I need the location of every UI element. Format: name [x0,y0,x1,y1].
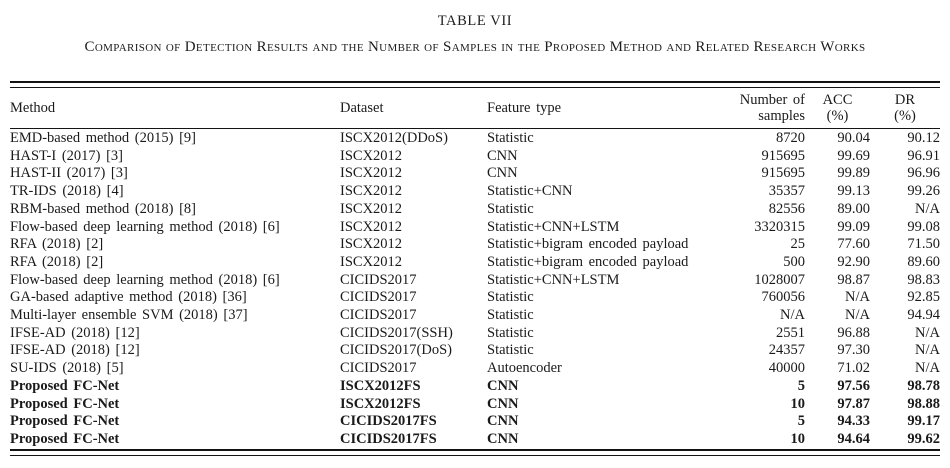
results-table [10,88,940,449]
col-header-acc [805,88,870,129]
table-cell: 25 [790,236,805,253]
table-cell: ISCX2012 [340,147,403,164]
table-cell: CICIDS2017 [340,360,417,377]
table-cell: 99.62 [907,430,940,447]
table-cell: ISCX2012 [340,165,403,182]
table-row [10,219,940,237]
table-cell: 98.83 [907,271,940,288]
table-cell: CICIDS2017FS [340,430,437,447]
table-cell: Autoencoder [487,360,562,377]
table-row [10,236,940,254]
table-row [10,272,940,290]
table-cell: SU-IDS (2018) [5] [10,360,124,377]
col-header-method [10,88,340,129]
table-cell: 82556 [768,200,805,217]
table-cell: EMD-based method (2015) [9] [10,130,196,146]
table-cell: HAST-I (2017) [3] [10,147,124,164]
table-cell: ISCX2012FS [340,395,421,412]
table-cell: Statistic [487,324,534,341]
table-row [10,165,940,183]
col-header-method-label: Method [10,99,56,116]
col-header-dataset [340,88,487,129]
table-cell: 5 [797,413,805,430]
table-cell: 89.60 [907,253,940,270]
table-cell: Statistic+bigram encoded payload [487,236,689,253]
table-row [10,307,940,325]
table-cell: 10 [790,395,805,412]
table-cell: Statistic [487,289,534,306]
table-cell: 89.00 [837,200,870,217]
table-cell: 90.12 [907,130,940,146]
table-cell: CICIDS2017 [340,271,417,288]
table-cell: 92.85 [907,289,940,306]
table-cell: Statistic+CNN+LSTM [487,271,620,288]
table-cell: RBM-based method (2018) [8] [10,200,197,217]
table-row [10,413,940,431]
table-cell: 10 [790,430,805,447]
table-cell: ISCX2012 [340,218,403,235]
table-cell: 96.88 [837,324,870,341]
table-cell: 71.50 [907,236,940,253]
col-header-number-of-samples [700,88,805,129]
table-cell: RFA (2018) [2] [10,236,104,253]
table-cell: 71.02 [837,360,870,377]
table-cell: 96.96 [907,165,940,182]
table-cell: 40000 [768,360,805,377]
table-cell: 97.56 [837,377,870,394]
table-cell: Statistic [487,342,534,359]
table-cell: Statistic+CNN [487,183,573,200]
table-cell: CICIDS2017FS [340,413,437,430]
table-cell: Proposed FC-Net [10,413,120,430]
table-cell: CICIDS2017 [340,289,417,306]
col-header-acc-line2: (%) [826,108,849,124]
table-cell: 94.94 [907,307,940,324]
table-cell: N/A [845,307,870,324]
table-cell: 77.60 [837,236,870,253]
table-cell: 500 [783,253,805,270]
col-header-dr [870,88,940,129]
table-cell: 2551 [776,324,805,341]
table-row [10,378,940,396]
col-header-feature-type [487,88,700,129]
table-cell: 99.09 [837,218,870,235]
table-cell: 99.89 [837,165,870,182]
table-row [10,342,940,360]
table-body [10,129,940,449]
table-cell: RFA (2018) [2] [10,253,104,270]
col-header-dr-line2: (%) [894,108,916,124]
table-cell: TR-IDS (2018) [4] [10,183,124,200]
table-cell: 99.17 [907,413,940,430]
table-row [10,396,940,414]
table-cell: CNN [487,413,519,430]
table-cell: 99.26 [907,183,940,200]
header-row [10,88,940,129]
table-cell: 99.13 [837,183,870,200]
table-cell: Statistic+bigram encoded payload [487,253,689,270]
table-cell: 760056 [761,289,805,306]
table-row [10,360,940,378]
col-header-samples-line1: Number of [739,91,805,108]
table-top-rule [10,81,940,88]
col-header-dataset-label: Dataset [340,99,384,116]
table-row [10,201,940,219]
table-cell: Statistic [487,200,534,217]
table-cell: HAST-II (2017) [3] [10,165,128,182]
table-caption: Comparison of Detection Results and the Number of Samples in the Proposed Method and Related Research Works [84,39,866,55]
table-cell: ISCX2012 [340,253,403,270]
table-cell: GA-based adaptive method (2018) [36] [10,289,247,306]
table-cell: 97.87 [837,395,870,412]
table-cell: Statistic [487,307,534,324]
table-cell: N/A [915,200,940,217]
table-cell: CICIDS2017(SSH) [340,324,453,341]
table-row [10,325,940,343]
table-cell: Flow-based deep learning method (2018) [6] [10,218,280,235]
table-cell: Proposed FC-Net [10,395,120,412]
table-cell: 5 [797,377,805,394]
table-cell: 3320315 [754,218,805,235]
table-cell: ISCX2012(DDoS) [340,130,448,146]
table-title: TABLE VII [437,13,513,29]
table-cell: CNN [487,430,519,447]
table-cell: CNN [487,165,518,182]
table-cell: Multi-layer ensemble SVM (2018) [37] [10,307,248,324]
table-cell: N/A [915,360,940,377]
table-cell: ISCX2012 [340,200,403,217]
col-header-dr-line1: DR [894,91,916,108]
paper-page [0,13,950,468]
table-cell: 97.30 [837,342,870,359]
table-cell: 94.64 [837,430,870,447]
table-row [10,431,940,449]
table-row [10,148,940,166]
table-cell: CNN [487,395,519,412]
table-row [10,129,940,148]
table-cell: IFSE-AD (2018) [12] [10,342,140,359]
table-cell: 98.78 [907,377,940,394]
table-cell: 92.90 [837,253,870,270]
table-cell: N/A [780,307,805,324]
table-cell: 99.08 [907,218,940,235]
table-cell: Flow-based deep learning method (2018) [6] [10,271,280,288]
table-bottom-rule [10,449,940,456]
table-cell: CNN [487,377,519,394]
table-cell: 915695 [761,165,805,182]
table-cell: N/A [915,342,940,359]
table-cell: CICIDS2017 [340,307,417,324]
table-cell: ISCX2012 [340,183,403,200]
table-cell: ISCX2012 [340,236,403,253]
table-cell: 94.33 [837,413,870,430]
table-cell: 96.91 [907,147,940,164]
col-header-samples-line2: samples [758,108,805,124]
table-cell: 98.87 [837,271,870,288]
col-header-feature-type-label: Feature type [487,99,562,116]
table-row [10,183,940,201]
table-cell: 24357 [768,342,805,359]
table-cell: Proposed FC-Net [10,430,120,447]
table-cell: Proposed FC-Net [10,377,120,394]
table-cell: 1028007 [754,271,805,288]
table-cell: ISCX2012FS [340,377,421,394]
table-cell: 8720 [776,130,805,146]
col-header-acc-line1: ACC [822,91,853,108]
table-cell: CICIDS2017(DoS) [340,342,452,359]
table-cell: CNN [487,147,518,164]
table-cell: 98.88 [907,395,940,412]
table-row [10,254,940,272]
table-row [10,289,940,307]
table-cell: 915695 [761,147,805,164]
table-cell: 35357 [768,183,805,200]
table-cell: N/A [915,324,940,341]
table-cell: Statistic+CNN+LSTM [487,218,620,235]
table-cell: N/A [845,289,870,306]
table-cell: 90.04 [837,130,870,146]
table-cell: 99.69 [837,147,870,164]
table-cell: Statistic [487,130,534,146]
table-container [10,81,940,456]
table-cell: IFSE-AD (2018) [12] [10,324,140,341]
